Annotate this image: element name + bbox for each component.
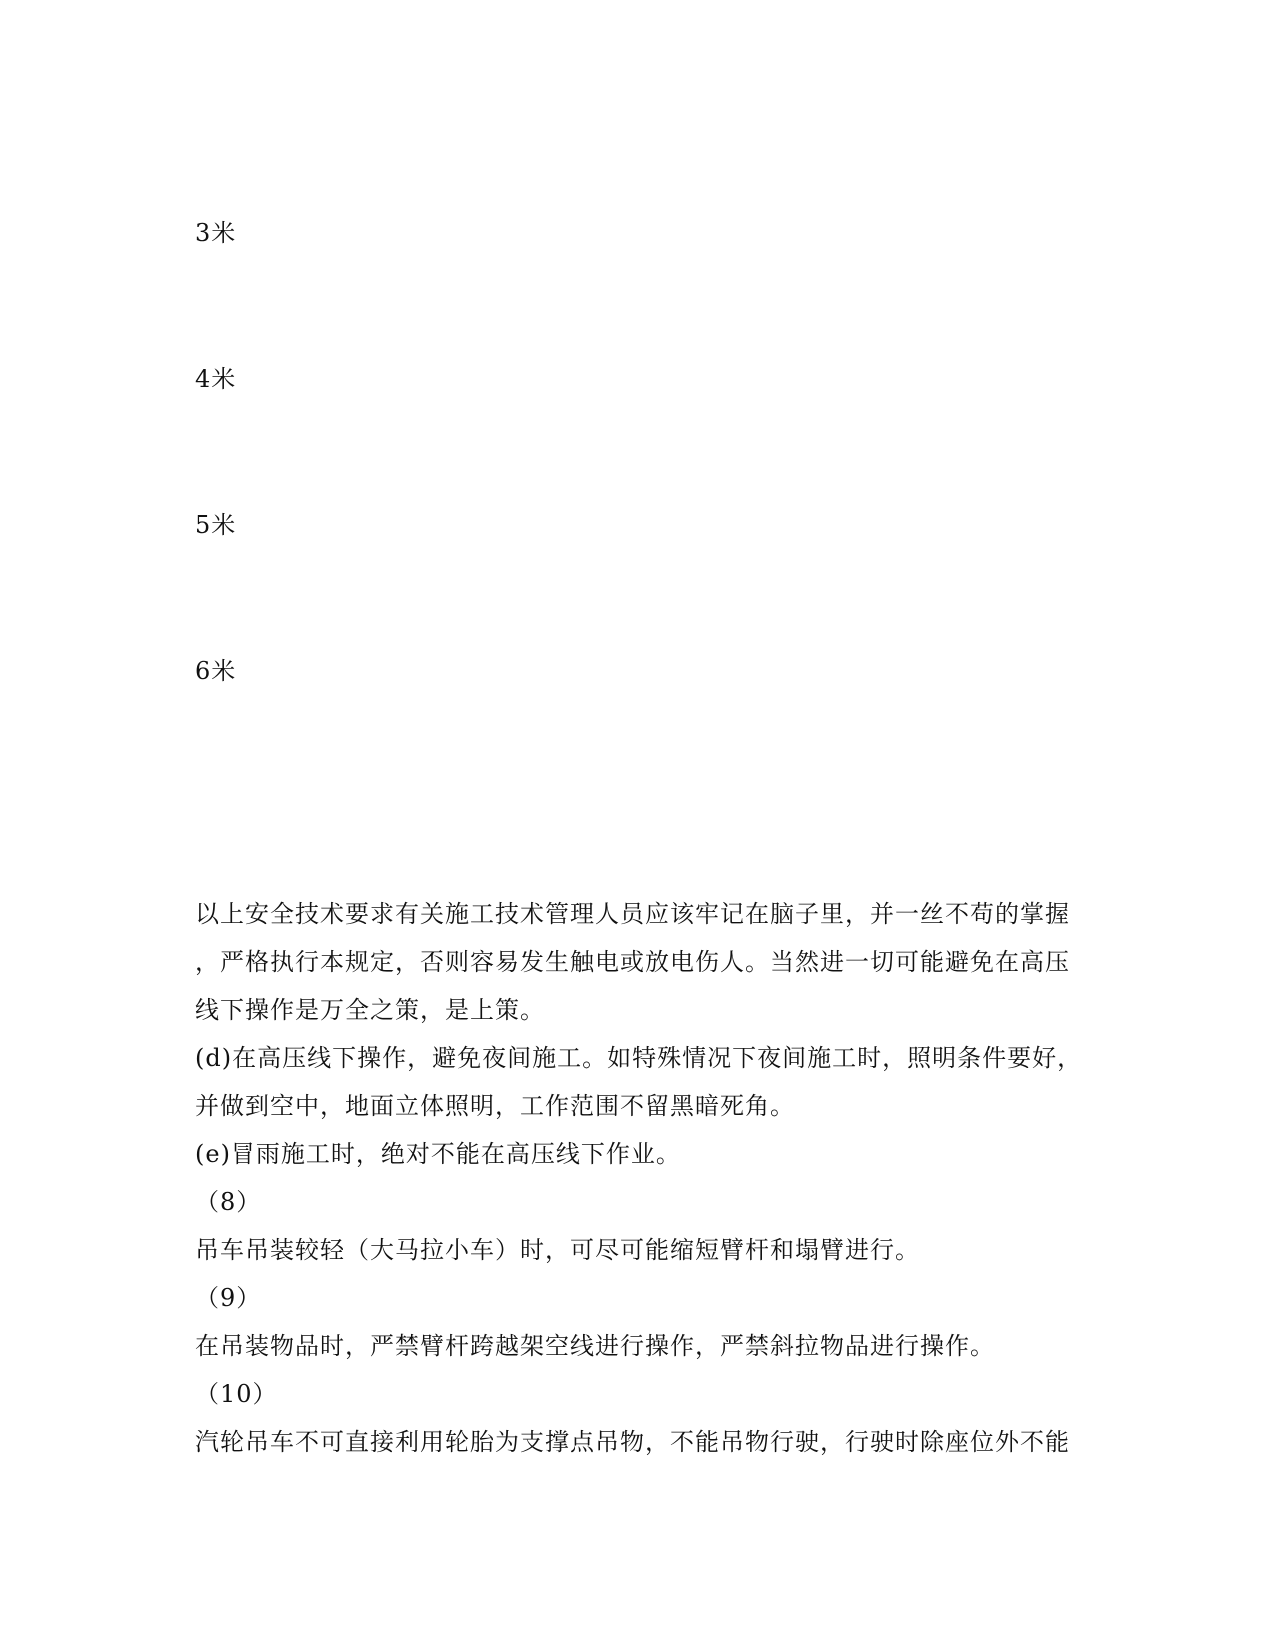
item-9-text: 在吊装物品时，严禁臂杆跨越架空线进行操作，严禁斜拉物品进行操作。 [195, 1332, 995, 1360]
item-d-line-1: (d)在高压线下操作，避免夜间施工。如特殊情况下夜间施工时，照明条件要好， [195, 1044, 1083, 1072]
distance-6m: 6米 [195, 657, 237, 685]
distance-5m: 5米 [195, 511, 237, 539]
item-d-line-2: 并做到空中，地面立体照明，工作范围不留黑暗死角。 [195, 1092, 795, 1120]
item-e: (e)冒雨施工时，绝对不能在高压线下作业。 [195, 1140, 681, 1168]
paragraph-line-3: 线下操作是万全之策，是上策。 [195, 996, 545, 1024]
item-8-number: （8） [195, 1188, 262, 1216]
paragraph-line-1: 以上安全技术要求有关施工技术管理人员应该牢记在脑子里，并一丝不苟的掌握 [195, 900, 1070, 928]
item-10-number: （10） [195, 1380, 278, 1408]
item-9-number: （9） [195, 1284, 262, 1312]
item-10-text: 汽轮吊车不可直接利用轮胎为支撑点吊物，不能吊物行驶，行驶时除座位外不能 [195, 1428, 1070, 1456]
distance-4m: 4米 [195, 365, 237, 393]
distance-3m: 3米 [195, 219, 237, 247]
paragraph-line-2: ，严格执行本规定，否则容易发生触电或放电伤人。当然进一切可能避免在高压 [195, 948, 1070, 976]
item-8-text: 吊车吊装较轻（大马拉小车）时，可尽可能缩短臂杆和塌臂进行。 [195, 1236, 920, 1264]
